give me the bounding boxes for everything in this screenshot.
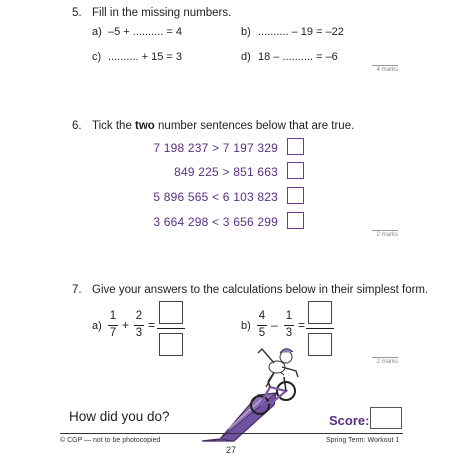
q6-tickbox-3[interactable] [287,187,304,204]
q5b-equation: .......... – 19 = –22 [258,26,344,38]
q6-sentence-4: 3 664 298 < 3 656 299 [153,215,278,229]
q7b-answer-bar [306,328,334,329]
q7a-label: a) [92,320,102,332]
q5-marks: 4 marks [376,67,398,73]
q6-sentence-1: 7 198 237 > 7 197 329 [153,141,278,155]
q5-prompt: Fill in the missing numbers. [92,7,232,19]
q7a-answer-denominator-box[interactable] [159,333,183,356]
q7-number: 7. [72,284,82,296]
bike-rider-illustration [190,343,310,443]
q7-prompt: Give your answers to the calculations below in their simplest form. [92,284,429,296]
q5-number: 5. [72,7,82,19]
q7-mark-line [372,357,398,358]
q6-tickbox-2[interactable] [287,162,304,179]
q6-tickbox-1[interactable] [287,138,304,155]
q7b-numerator-1: 4 [258,310,266,322]
q6-tickbox-4[interactable] [287,212,304,229]
q5a-equation: –5 + .......... = 4 [108,26,182,38]
q5b-label: b) [241,26,251,38]
q5c-label: c) [92,51,102,63]
q6-mark-line [372,230,398,231]
q7a-denominator-2: 3 [135,327,143,339]
q7a-denominator-1: 7 [109,327,117,339]
q7b-label: b) [241,320,251,332]
score-box[interactable] [370,407,402,429]
footer-section-title: Spring Term: Workout 1 [326,437,400,444]
q7-marks: 2 marks [376,359,398,365]
q7b-equals: = [298,318,306,332]
q7a-equals: = [148,318,156,332]
q5-mark-line [372,65,398,66]
how-did-you-do-label: How did you do? [69,409,170,424]
page-number: 27 [226,445,237,455]
q7b-denominator-1: 5 [258,327,266,339]
q7a-fraction-bar-2 [134,325,144,326]
q5d-equation: 18 – .......... = –6 [258,51,338,63]
q7b-operator: – [271,318,278,332]
q7b-fraction-bar-2 [284,325,294,326]
q7b-answer-denominator-box[interactable] [308,333,332,356]
q7a-answer-bar [157,328,185,329]
q7b-answer-numerator-box[interactable] [308,301,332,324]
score-label: Score: [329,413,370,428]
footer-rule [60,433,403,434]
q5c-equation: .......... + 15 = 3 [108,51,182,63]
q7a-fraction-bar-1 [108,325,118,326]
q7a-answer-numerator-box[interactable] [159,301,183,324]
q5d-label: d) [241,51,251,63]
q7b-denominator-2: 3 [285,327,293,339]
q7a-operator: + [122,318,130,332]
footer-copyright: © CGP — not to be photocopied [60,437,161,444]
q7b-numerator-2: 1 [285,310,293,322]
q6-sentence-2: 849 225 > 851 663 [174,165,278,179]
q6-sentence-3: 5 896 565 < 6 103 823 [153,190,278,204]
q7a-numerator-2: 2 [135,310,143,322]
q6-marks: 2 marks [376,232,398,238]
q6-number: 6. [72,120,82,132]
q5a-label: a) [92,26,102,38]
q7a-numerator-1: 1 [109,310,117,322]
q7b-fraction-bar-1 [257,325,267,326]
q6-prompt: Tick the two number sentences below that are true. [92,120,355,132]
